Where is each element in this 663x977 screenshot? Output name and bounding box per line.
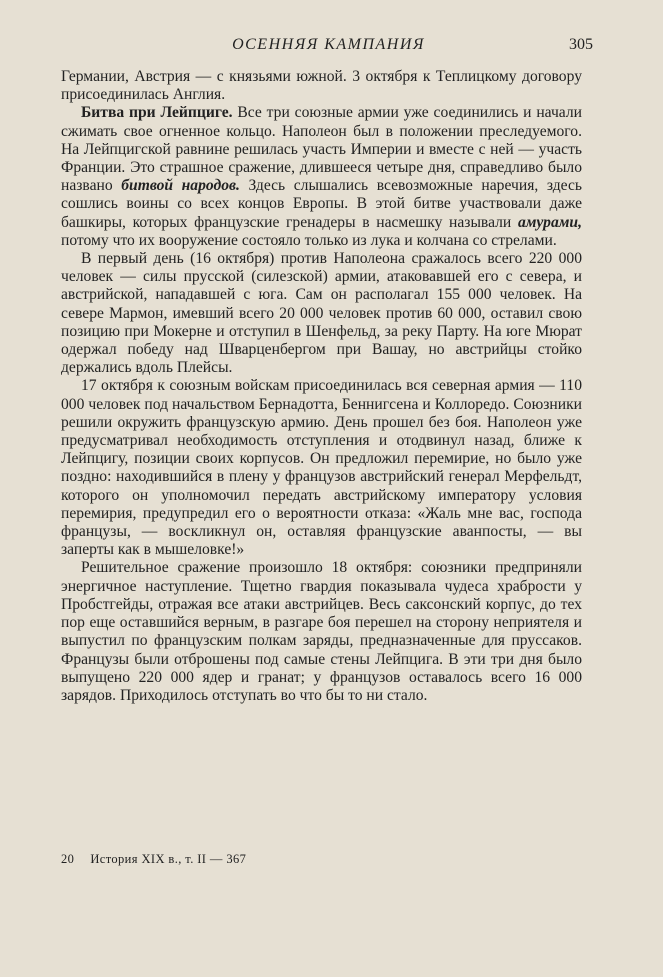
emphasis-battle-of-nations: битвой народов. (121, 177, 240, 195)
printer-signature (61, 852, 246, 867)
paragraph-4: 17 октября к союзным войскам присоединилась вся северная армия — 110 000 человек под начальством Бернадотта, Беннигсена и Коллоредо. Союзники решили окружить французскую армию. День прошел без боя. Наполеон уже предусматривал необходимость отступления и отодвинул назад, ближе к Лейпцигу, позиции своих корпусов. Он предложил перемирие, но было уже поздно: находившийся в плену у французов австрийский генерал Мерфельдт, которого он уполномочил передать австрийскому императору условия перемирия, предупредил его о вероятности отказа: «Жаль мне вас, господа французы, — воскликнул он, оставляя французские аванпосты, — вы заперты как в мышеловке!» (61, 377, 582, 559)
page-number: 305 (569, 36, 593, 53)
paragraph-1: Германии, Австрия — с князьями южной. 3 октября к Теплицкому договору присоединилась Англия. (61, 68, 582, 104)
paragraph-2-text-a: Все три союзные армии уже соединились и начали сжимать свое огненное кольцо. Наполеон был в положении преследуемого. На Лейпцигской равнине решилась участь Империи и вместе с ней — участь Франции. Это страшное сражение, длившееся четыре дня, справедливо было названо (61, 104, 582, 195)
body-text (61, 68, 582, 705)
section-run-in-heading: Битва при Лейпциге. (81, 104, 233, 122)
paragraph-5: Решительное сражение произошло 18 октября: союзники предприняли энергичное наступление. Тщетно гвардия показывала чудеса храбрости у Пробстгейды, отражая все атаки австрийцев. Весь саксонский корпус, до тех пор еще оставшийся верным, в разгаре боя перешел на сторону неприятеля и выпустил по французским полкам заряды, предназначенные для пруссаков. Французы были отброшены под самые стены Лейпцига. В эти три дня было выпущено 220 000 ядер и гранат; у французов оставалось всего 16 000 зарядов. Приходилось отступать во что бы то ни стало. (61, 559, 582, 704)
page-header (64, 36, 593, 58)
signature-number: 20 (61, 852, 75, 866)
paragraph-2 (61, 104, 582, 250)
emphasis-amury: амурами, (517, 213, 582, 231)
paragraph-2-text-b: Здесь слышались всевозможные наречия, здесь сошлись воины со всех концов Европы. В этой битве участвовали даже башкиры, которых французские гренадеры в насмешку называли (61, 177, 582, 231)
paragraph-2-text-c: потому что их вооружение состояло только из лука и колчана со стрелами. (61, 231, 557, 249)
running-title: ОСЕННЯЯ КАМПАНИЯ (232, 36, 425, 53)
signature-text: История XIX в., т. II — 367 (90, 852, 247, 866)
paragraph-3: В первый день (16 октября) против Наполеона сражалось всего 220 000 человек — силы прусской (силезской) армии, атаковавшей его с севера, и австрийской, нападавшей с юга. Сам он располагал 155 000 человек. На севере Мармон, имевший всего 20 000 человек против 60 000, оставил свою позицию при Мокерне и отступил в Шенфельд, за реку Парту. На юге Мюрат одержал победу над Шварценбергом при Вашау, но австрийцы стойко держались вдоль Плейсы. (61, 250, 582, 377)
